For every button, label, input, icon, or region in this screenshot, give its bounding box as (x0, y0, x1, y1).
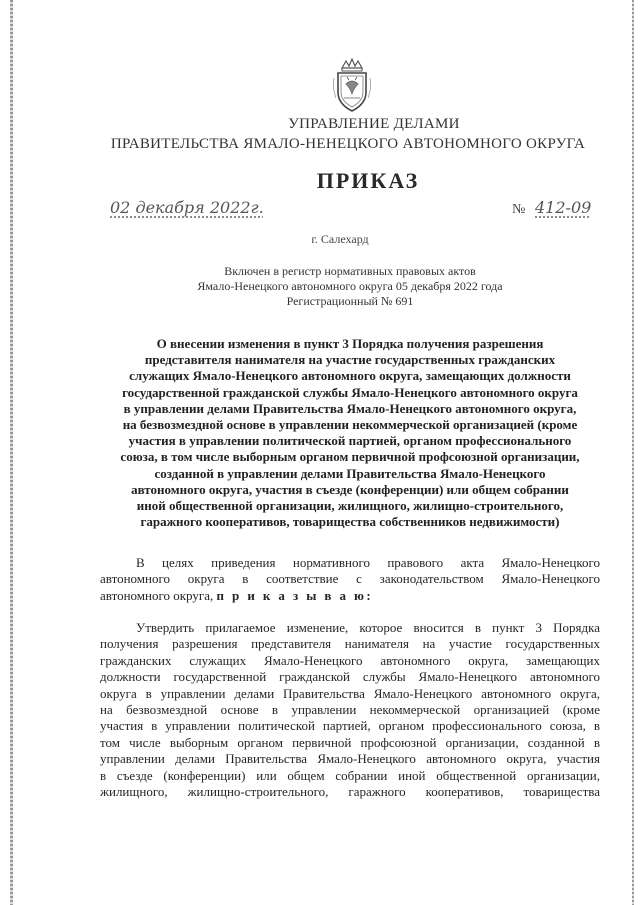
registration-line: Регистрационный № 691 (286, 294, 414, 308)
registration-block (150, 264, 550, 309)
paragraph-line (100, 588, 600, 604)
subject-line: государственной гражданской службы Ямало-Ненецкого автономного округа (122, 384, 578, 400)
subject-line: гаражного кооперативов, товарищества собственников недвижимости) (140, 514, 560, 530)
paragraph-text: автономного округа, (100, 587, 214, 603)
paragraph-line: округа в управлении делами Правительства Ямало-Ненецкого автономного округа, (100, 685, 600, 701)
subject-line: участия в управлении политической партией, органом профессионального (128, 433, 572, 449)
subject-line: иной общественной организации, жилищного, жилищно-строительного, (136, 498, 564, 514)
paragraph-line: управлении делами Правительства Ямало-Ненецкого автономного округа, участия (100, 751, 600, 767)
paragraph-line: автономного округа в соответствие с законодательством Ямало-Ненецкого (100, 571, 600, 587)
city-label: г. Салехард (311, 232, 369, 246)
document-subject-heading (100, 336, 600, 530)
org-name-line-1: УПРАВЛЕНИЕ ДЕЛАМИ (288, 116, 460, 132)
number-sign: № (512, 202, 526, 217)
subject-line: служащих Ямало-Ненецкого автономного округа, замещающих должности (129, 368, 571, 384)
subject-line: созданной в управлении делами Правительства Ямало-Ненецкого (154, 465, 546, 481)
subject-line: союза, в том числе выборным органом первичной профсоюзной организации, (120, 449, 580, 465)
registration-line: Включен в регистр нормативных правовых актов (224, 264, 476, 278)
scan-edge-left (10, 0, 13, 905)
approval-paragraph (100, 620, 600, 800)
registration-line: Ямало-Ненецкого автономного округа 05 декабря 2022 года (197, 279, 503, 293)
subject-line: О внесении изменения в пункт 3 Порядка получения разрешения (156, 336, 544, 351)
subject-line: на безвозмездной основе в управлении некоммерческой организацией (кроме (122, 417, 578, 433)
subject-line: в управлении делами Правительства Ямало-Ненецкого автономного округа, (123, 400, 577, 416)
paragraph-line: получения разрешения представителя нанимателя на участие государственных (100, 636, 600, 652)
paragraph-line: должности государственной гражданской службы Ямало-Ненецкого автономного (100, 669, 600, 685)
order-verb: п р и к а з ы в а ю: (216, 587, 374, 603)
handwritten-date: 02 декабря 2022г. (110, 198, 264, 217)
paragraph-line: гражданских служащих Ямало-Ненецкого автономного округа, замещающих (100, 652, 600, 668)
preamble-paragraph (100, 555, 600, 604)
document-type-title: ПРИКАЗ (316, 168, 420, 193)
scan-edge-right (632, 0, 634, 905)
paragraph-line: жилищного, жилищно-строительного, гаражного кооперативов, товарищества (100, 784, 600, 800)
paragraph-line: в съезде (конференции) или общем собрании иной общественной организации, (100, 767, 600, 783)
handwritten-order-number: 412-09 (535, 198, 592, 217)
org-name-line-2: ПРАВИТЕЛЬСТВА ЯМАЛО-НЕНЕЦКОГО АВТОНОМНОГО ОКРУГА (110, 136, 586, 152)
paragraph-line: Утвердить прилагаемое изменение, которое вносится в пункт 3 Порядка (136, 620, 600, 635)
paragraph-line: том числе выборным органом первичной профсоюзной организации, созданной в (100, 734, 600, 750)
paragraph-line: В целях приведения нормативного правового акта Ямало-Ненецкого (136, 555, 600, 570)
subject-line: автономного округа, участия в съезде (конференции) или общем собрании (131, 481, 569, 497)
coat-of-arms-emblem-icon (330, 58, 374, 114)
paragraph-line: участия в управлении политической партией, органом профессионального союза, в (100, 718, 600, 734)
subject-line: представителя нанимателя на участие государственных гражданских (144, 352, 556, 368)
paragraph-line: на безвозмездной основе в управлении некоммерческой организацией (кроме (100, 702, 600, 718)
